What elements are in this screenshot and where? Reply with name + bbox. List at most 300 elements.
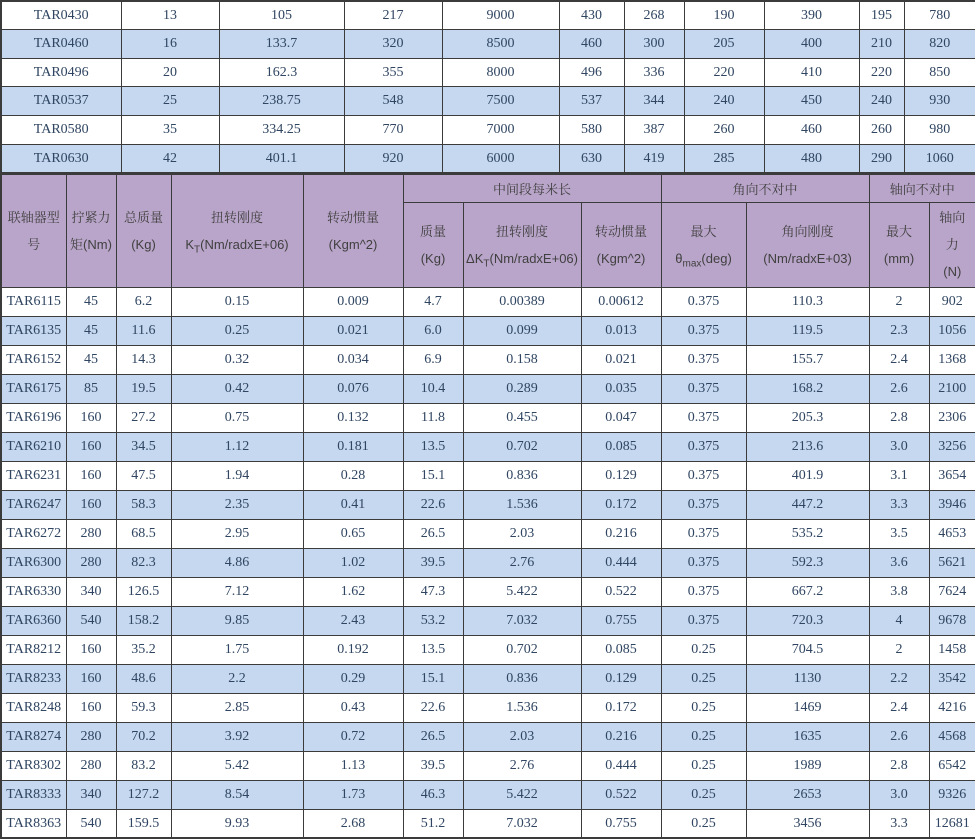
- value-cell: 14.3: [116, 345, 171, 374]
- value-cell: 0.085: [581, 432, 661, 461]
- value-cell: 3456: [746, 809, 869, 838]
- value-cell: 4: [869, 606, 929, 635]
- model-cell: TAR6196: [1, 403, 66, 432]
- value-cell: 300: [624, 30, 684, 59]
- value-cell: 2.68: [303, 809, 403, 838]
- value-cell: 7500: [442, 87, 559, 116]
- value-cell: 0.836: [463, 461, 581, 490]
- value-cell: 2.4: [869, 693, 929, 722]
- table-row: [1, 403, 975, 432]
- value-cell: 47.5: [116, 461, 171, 490]
- table-row: [1, 635, 975, 664]
- value-cell: 592.3: [746, 548, 869, 577]
- value-cell: 0.181: [303, 432, 403, 461]
- value-cell: 2.2: [171, 664, 303, 693]
- value-cell: 2.6: [869, 374, 929, 403]
- value-cell: 0.444: [581, 548, 661, 577]
- value-cell: 160: [66, 693, 116, 722]
- header-mid-inertia: 转动惯量 (Kgm^2): [581, 202, 661, 287]
- value-cell: 39.5: [403, 548, 463, 577]
- value-cell: 3.1: [869, 461, 929, 490]
- value-cell: 0.099: [463, 316, 581, 345]
- value-cell: 2653: [746, 780, 869, 809]
- header-group-row: [1, 174, 975, 202]
- value-cell: 0.00389: [463, 287, 581, 316]
- model-cell: TAR8333: [1, 780, 66, 809]
- value-cell: 1.73: [303, 780, 403, 809]
- value-cell: 0.75: [171, 403, 303, 432]
- table-header: [1, 174, 975, 287]
- value-cell: 4653: [929, 519, 975, 548]
- table-row: [1, 664, 975, 693]
- model-cell: TAR0496: [1, 58, 121, 87]
- value-cell: 0.129: [581, 664, 661, 693]
- value-cell: 1.02: [303, 548, 403, 577]
- model-cell: TAR6135: [1, 316, 66, 345]
- value-cell: 2.4: [869, 345, 929, 374]
- header-torque-line1: 拧紧力: [71, 210, 111, 226]
- value-cell: 190: [684, 1, 764, 30]
- value-cell: 340: [66, 577, 116, 606]
- value-cell: 3.8: [869, 577, 929, 606]
- table-row: [1, 722, 975, 751]
- model-cell: TAR6115: [1, 287, 66, 316]
- value-cell: 155.7: [746, 345, 869, 374]
- table-row: [1, 577, 975, 606]
- main-spec-table: [0, 173, 975, 839]
- value-cell: 0.25: [661, 635, 746, 664]
- value-cell: 0.25: [661, 780, 746, 809]
- value-cell: 0.375: [661, 461, 746, 490]
- model-cell: TAR6360: [1, 606, 66, 635]
- table-row: [1, 116, 975, 145]
- value-cell: 210: [859, 30, 904, 59]
- value-cell: 6542: [929, 751, 975, 780]
- value-cell: 2.03: [463, 722, 581, 751]
- value-cell: 3.6: [869, 548, 929, 577]
- value-cell: 45: [66, 345, 116, 374]
- value-cell: 355: [344, 58, 442, 87]
- value-cell: 336: [624, 58, 684, 87]
- header-group-mid-section: 中间段每米长: [403, 174, 661, 202]
- value-cell: 3256: [929, 432, 975, 461]
- value-cell: 46.3: [403, 780, 463, 809]
- value-cell: 2.76: [463, 548, 581, 577]
- value-cell: 850: [904, 58, 975, 87]
- value-cell: 0.43: [303, 693, 403, 722]
- value-cell: 0.034: [303, 345, 403, 374]
- model-cell: TAR8363: [1, 809, 66, 838]
- value-cell: 83.2: [116, 751, 171, 780]
- value-cell: 0.375: [661, 519, 746, 548]
- value-cell: 401.1: [219, 144, 344, 173]
- model-cell: TAR6231: [1, 461, 66, 490]
- value-cell: 3.5: [869, 519, 929, 548]
- table-row: [1, 1, 975, 30]
- header-axial-max: 最大 (mm): [869, 202, 929, 287]
- value-cell: 4568: [929, 722, 975, 751]
- value-cell: 2.8: [869, 751, 929, 780]
- value-cell: 280: [66, 519, 116, 548]
- value-cell: 158.2: [116, 606, 171, 635]
- value-cell: 15.1: [403, 664, 463, 693]
- table-row: [1, 751, 975, 780]
- value-cell: 39.5: [403, 751, 463, 780]
- value-cell: 9.85: [171, 606, 303, 635]
- value-cell: 205.3: [746, 403, 869, 432]
- value-cell: 0.375: [661, 577, 746, 606]
- value-cell: 68.5: [116, 519, 171, 548]
- value-cell: 9678: [929, 606, 975, 635]
- value-cell: 2.8: [869, 403, 929, 432]
- value-cell: 5.422: [463, 780, 581, 809]
- value-cell: 0.836: [463, 664, 581, 693]
- value-cell: 3654: [929, 461, 975, 490]
- value-cell: 8000: [442, 58, 559, 87]
- value-cell: 160: [66, 432, 116, 461]
- value-cell: 1635: [746, 722, 869, 751]
- header-mid-torsional-stiffness: 扭转刚度 $\Delta K_T(Nm/radxE+06)$: [463, 202, 581, 287]
- model-cell: TAR6272: [1, 519, 66, 548]
- value-cell: 159.5: [116, 809, 171, 838]
- value-cell: 7.032: [463, 809, 581, 838]
- value-cell: 58.3: [116, 490, 171, 519]
- value-cell: 0.25: [661, 664, 746, 693]
- model-cell: TAR6330: [1, 577, 66, 606]
- value-cell: 0.32: [171, 345, 303, 374]
- value-cell: 0.25: [171, 316, 303, 345]
- model-cell: TAR6175: [1, 374, 66, 403]
- value-cell: 537: [559, 87, 624, 116]
- header-group-axial-misalignment: 轴向不对中: [869, 174, 975, 202]
- value-cell: 9.93: [171, 809, 303, 838]
- table-row: [1, 432, 975, 461]
- value-cell: 0.25: [661, 751, 746, 780]
- value-cell: 35.2: [116, 635, 171, 664]
- model-cell: TAR0630: [1, 144, 121, 173]
- value-cell: 5.422: [463, 577, 581, 606]
- value-cell: 15.1: [403, 461, 463, 490]
- value-cell: 419: [624, 144, 684, 173]
- value-cell: 0.702: [463, 432, 581, 461]
- value-cell: 22.6: [403, 490, 463, 519]
- value-cell: 10.4: [403, 374, 463, 403]
- value-cell: 0.289: [463, 374, 581, 403]
- value-cell: 0.021: [303, 316, 403, 345]
- value-cell: 160: [66, 664, 116, 693]
- value-cell: 7.032: [463, 606, 581, 635]
- value-cell: 238.75: [219, 87, 344, 116]
- value-cell: 460: [764, 116, 859, 145]
- value-cell: 47.3: [403, 577, 463, 606]
- value-cell: 2: [869, 287, 929, 316]
- value-cell: 20: [121, 58, 219, 87]
- value-cell: 0.522: [581, 577, 661, 606]
- value-cell: 22.6: [403, 693, 463, 722]
- value-cell: 3.92: [171, 722, 303, 751]
- header-angular-max: 最大 $\theta_{max}(deg)$: [661, 202, 746, 287]
- value-cell: 0.702: [463, 635, 581, 664]
- table-row: [1, 144, 975, 173]
- table-row: [1, 87, 975, 116]
- value-cell: 110.3: [746, 287, 869, 316]
- value-cell: 51.2: [403, 809, 463, 838]
- table-row: [1, 345, 975, 374]
- value-cell: 133.7: [219, 30, 344, 59]
- value-cell: 105: [219, 1, 344, 30]
- value-cell: 11.6: [116, 316, 171, 345]
- value-cell: 0.129: [581, 461, 661, 490]
- value-cell: 0.375: [661, 432, 746, 461]
- value-cell: 1.62: [303, 577, 403, 606]
- value-cell: 25: [121, 87, 219, 116]
- value-cell: 48.6: [116, 664, 171, 693]
- value-cell: 6.9: [403, 345, 463, 374]
- table-row: [1, 693, 975, 722]
- value-cell: 13.5: [403, 635, 463, 664]
- value-cell: 8500: [442, 30, 559, 59]
- value-cell: 260: [859, 116, 904, 145]
- value-cell: 460: [559, 30, 624, 59]
- value-cell: 401.9: [746, 461, 869, 490]
- value-cell: 213.6: [746, 432, 869, 461]
- value-cell: 7624: [929, 577, 975, 606]
- value-cell: 450: [764, 87, 859, 116]
- value-cell: 59.3: [116, 693, 171, 722]
- header-model-line2: 号: [27, 237, 41, 253]
- value-cell: 34.5: [116, 432, 171, 461]
- table-row: [1, 809, 975, 838]
- model-cell: TAR8233: [1, 664, 66, 693]
- value-cell: 290: [859, 144, 904, 173]
- value-cell: 3946: [929, 490, 975, 519]
- value-cell: 0.047: [581, 403, 661, 432]
- header-model: [1, 174, 66, 287]
- value-cell: 344: [624, 87, 684, 116]
- value-cell: 5621: [929, 548, 975, 577]
- value-cell: 0.085: [581, 635, 661, 664]
- value-cell: 4.86: [171, 548, 303, 577]
- value-cell: 0.192: [303, 635, 403, 664]
- value-cell: 704.5: [746, 635, 869, 664]
- value-cell: 285: [684, 144, 764, 173]
- table-row: [1, 287, 975, 316]
- value-cell: 630: [559, 144, 624, 173]
- value-cell: 85: [66, 374, 116, 403]
- header-torsional-line1: 扭转刚度: [210, 210, 263, 226]
- value-cell: 45: [66, 287, 116, 316]
- value-cell: 0.375: [661, 548, 746, 577]
- value-cell: 667.2: [746, 577, 869, 606]
- value-cell: 0.42: [171, 374, 303, 403]
- value-cell: 11.8: [403, 403, 463, 432]
- value-cell: 168.2: [746, 374, 869, 403]
- model-cell: TAR8302: [1, 751, 66, 780]
- header-inertia-line1: 转动惯量: [326, 210, 379, 226]
- value-cell: 53.2: [403, 606, 463, 635]
- value-cell: 720.3: [746, 606, 869, 635]
- value-cell: 0.216: [581, 519, 661, 548]
- value-cell: 447.2: [746, 490, 869, 519]
- value-cell: 6000: [442, 144, 559, 173]
- table-row: [1, 316, 975, 345]
- header-axial-force: 轴向 力 (N): [929, 202, 975, 287]
- value-cell: 3542: [929, 664, 975, 693]
- value-cell: 160: [66, 403, 116, 432]
- value-cell: 0.375: [661, 374, 746, 403]
- table-row: [1, 30, 975, 59]
- table-row: [1, 548, 975, 577]
- value-cell: 0.375: [661, 403, 746, 432]
- value-cell: 0.216: [581, 722, 661, 751]
- header-torsional-stiffness: [171, 174, 303, 287]
- value-cell: 387: [624, 116, 684, 145]
- value-cell: 127.2: [116, 780, 171, 809]
- value-cell: 496: [559, 58, 624, 87]
- value-cell: 0.009: [303, 287, 403, 316]
- value-cell: 4.7: [403, 287, 463, 316]
- value-cell: 45: [66, 316, 116, 345]
- value-cell: 126.5: [116, 577, 171, 606]
- value-cell: 980: [904, 116, 975, 145]
- value-cell: 1.536: [463, 693, 581, 722]
- table-row: [1, 58, 975, 87]
- value-cell: 1056: [929, 316, 975, 345]
- value-cell: 2100: [929, 374, 975, 403]
- header-model-line1: 联轴器型: [7, 210, 60, 226]
- value-cell: 195: [859, 1, 904, 30]
- value-cell: 1.94: [171, 461, 303, 490]
- value-cell: 217: [344, 1, 442, 30]
- value-cell: 2.03: [463, 519, 581, 548]
- value-cell: 2.95: [171, 519, 303, 548]
- value-cell: 3.3: [869, 490, 929, 519]
- value-cell: 334.25: [219, 116, 344, 145]
- table-row: [1, 606, 975, 635]
- value-cell: 930: [904, 87, 975, 116]
- model-cell: TAR6152: [1, 345, 66, 374]
- value-cell: 160: [66, 461, 116, 490]
- value-cell: 780: [904, 1, 975, 30]
- header-angular-stiffness: 角向刚度 (Nm/radxE+03): [746, 202, 869, 287]
- value-cell: 2.2: [869, 664, 929, 693]
- value-cell: 27.2: [116, 403, 171, 432]
- value-cell: 3.3: [869, 809, 929, 838]
- value-cell: 240: [859, 87, 904, 116]
- value-cell: 16: [121, 30, 219, 59]
- value-cell: 8.54: [171, 780, 303, 809]
- table-row: [1, 374, 975, 403]
- value-cell: 26.5: [403, 722, 463, 751]
- value-cell: 0.035: [581, 374, 661, 403]
- value-cell: 2.6: [869, 722, 929, 751]
- value-cell: 9000: [442, 1, 559, 30]
- value-cell: 268: [624, 1, 684, 30]
- header-inertia-line2: (Kgm^2): [328, 237, 378, 253]
- value-cell: 220: [684, 58, 764, 87]
- header-inertia: [303, 174, 403, 287]
- value-cell: 0.375: [661, 316, 746, 345]
- value-cell: 13.5: [403, 432, 463, 461]
- value-cell: 580: [559, 116, 624, 145]
- value-cell: 0.25: [661, 693, 746, 722]
- model-cell: TAR0430: [1, 1, 121, 30]
- value-cell: 0.755: [581, 606, 661, 635]
- value-cell: 540: [66, 606, 116, 635]
- header-total-mass: [116, 174, 171, 287]
- value-cell: 0.522: [581, 780, 661, 809]
- value-cell: 7000: [442, 116, 559, 145]
- value-cell: 42: [121, 144, 219, 173]
- value-cell: 205: [684, 30, 764, 59]
- value-cell: 0.013: [581, 316, 661, 345]
- value-cell: 0.375: [661, 606, 746, 635]
- value-cell: 0.755: [581, 809, 661, 838]
- value-cell: 160: [66, 635, 116, 664]
- value-cell: 7.12: [171, 577, 303, 606]
- header-total-mass-line1: 总质量: [123, 210, 163, 226]
- value-cell: 2.43: [303, 606, 403, 635]
- value-cell: 548: [344, 87, 442, 116]
- model-cell: TAR0460: [1, 30, 121, 59]
- value-cell: 0.455: [463, 403, 581, 432]
- value-cell: 340: [66, 780, 116, 809]
- table-row: [1, 519, 975, 548]
- value-cell: 280: [66, 751, 116, 780]
- table-row: [1, 780, 975, 809]
- value-cell: 280: [66, 548, 116, 577]
- value-cell: 320: [344, 30, 442, 59]
- value-cell: 1.536: [463, 490, 581, 519]
- upper-spec-table: [0, 0, 975, 173]
- value-cell: 0.00612: [581, 287, 661, 316]
- header-total-mass-line2: (Kg): [131, 237, 156, 253]
- value-cell: 0.158: [463, 345, 581, 374]
- value-cell: 70.2: [116, 722, 171, 751]
- model-cell: TAR8274: [1, 722, 66, 751]
- value-cell: 0.25: [661, 722, 746, 751]
- value-cell: 9326: [929, 780, 975, 809]
- header-group-angular-misalignment: 角向不对中: [661, 174, 869, 202]
- value-cell: 770: [344, 116, 442, 145]
- value-cell: 1368: [929, 345, 975, 374]
- value-cell: 0.172: [581, 490, 661, 519]
- model-cell: TAR8212: [1, 635, 66, 664]
- value-cell: 0.375: [661, 345, 746, 374]
- value-cell: 4216: [929, 693, 975, 722]
- model-cell: TAR6300: [1, 548, 66, 577]
- value-cell: 0.25: [661, 809, 746, 838]
- value-cell: 35: [121, 116, 219, 145]
- value-cell: 280: [66, 722, 116, 751]
- model-cell: TAR0580: [1, 116, 121, 145]
- value-cell: 6.0: [403, 316, 463, 345]
- value-cell: 0.021: [581, 345, 661, 374]
- value-cell: 2.85: [171, 693, 303, 722]
- value-cell: 6.2: [116, 287, 171, 316]
- value-cell: 0.28: [303, 461, 403, 490]
- value-cell: 540: [66, 809, 116, 838]
- value-cell: 902: [929, 287, 975, 316]
- value-cell: 12681: [929, 809, 975, 838]
- value-cell: 82.3: [116, 548, 171, 577]
- header-torsional-line2: $K_T(Nm/radxE+06)$: [185, 237, 289, 256]
- value-cell: 0.444: [581, 751, 661, 780]
- value-cell: 2.3: [869, 316, 929, 345]
- header-torque: [66, 174, 116, 287]
- value-cell: 119.5: [746, 316, 869, 345]
- value-cell: 0.29: [303, 664, 403, 693]
